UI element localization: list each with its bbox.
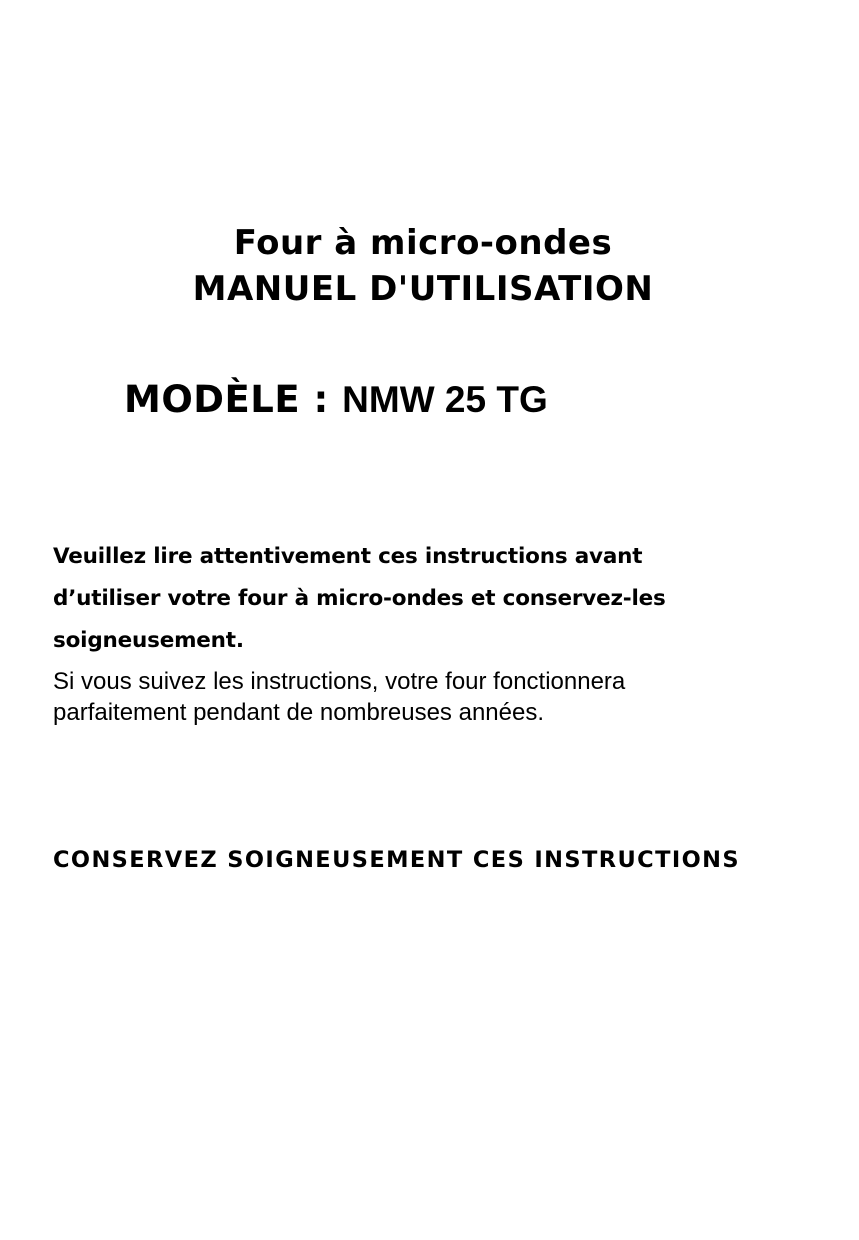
keep-instructions-notice: CONSERVEZ SOIGNEUSEMENT CES INSTRUCTIONS	[53, 847, 740, 873]
document-title	[0, 220, 846, 312]
title-manual-heading: MANUEL D'UTILISATION	[192, 269, 654, 309]
model-label: MODÈLE :	[124, 378, 343, 421]
model-line	[124, 376, 548, 424]
intro-paragraph	[53, 666, 753, 728]
intro-bold-paragraph	[53, 536, 753, 662]
intro-bold-line: d’utiliser votre four à micro-ondes et conservez-les	[53, 586, 666, 611]
intro-bold-line: Veuillez lire attentivement ces instructions avant	[53, 544, 643, 569]
model-value: NMW 25 TG	[342, 379, 548, 420]
intro-line: Si vous suivez les instructions, votre four fonctionnera	[53, 668, 626, 695]
title-product-name: Four à micro-ondes	[233, 223, 613, 263]
intro-bold-line: soigneusement.	[53, 628, 244, 653]
intro-line: parfaitement pendant de nombreuses années.	[53, 699, 545, 726]
